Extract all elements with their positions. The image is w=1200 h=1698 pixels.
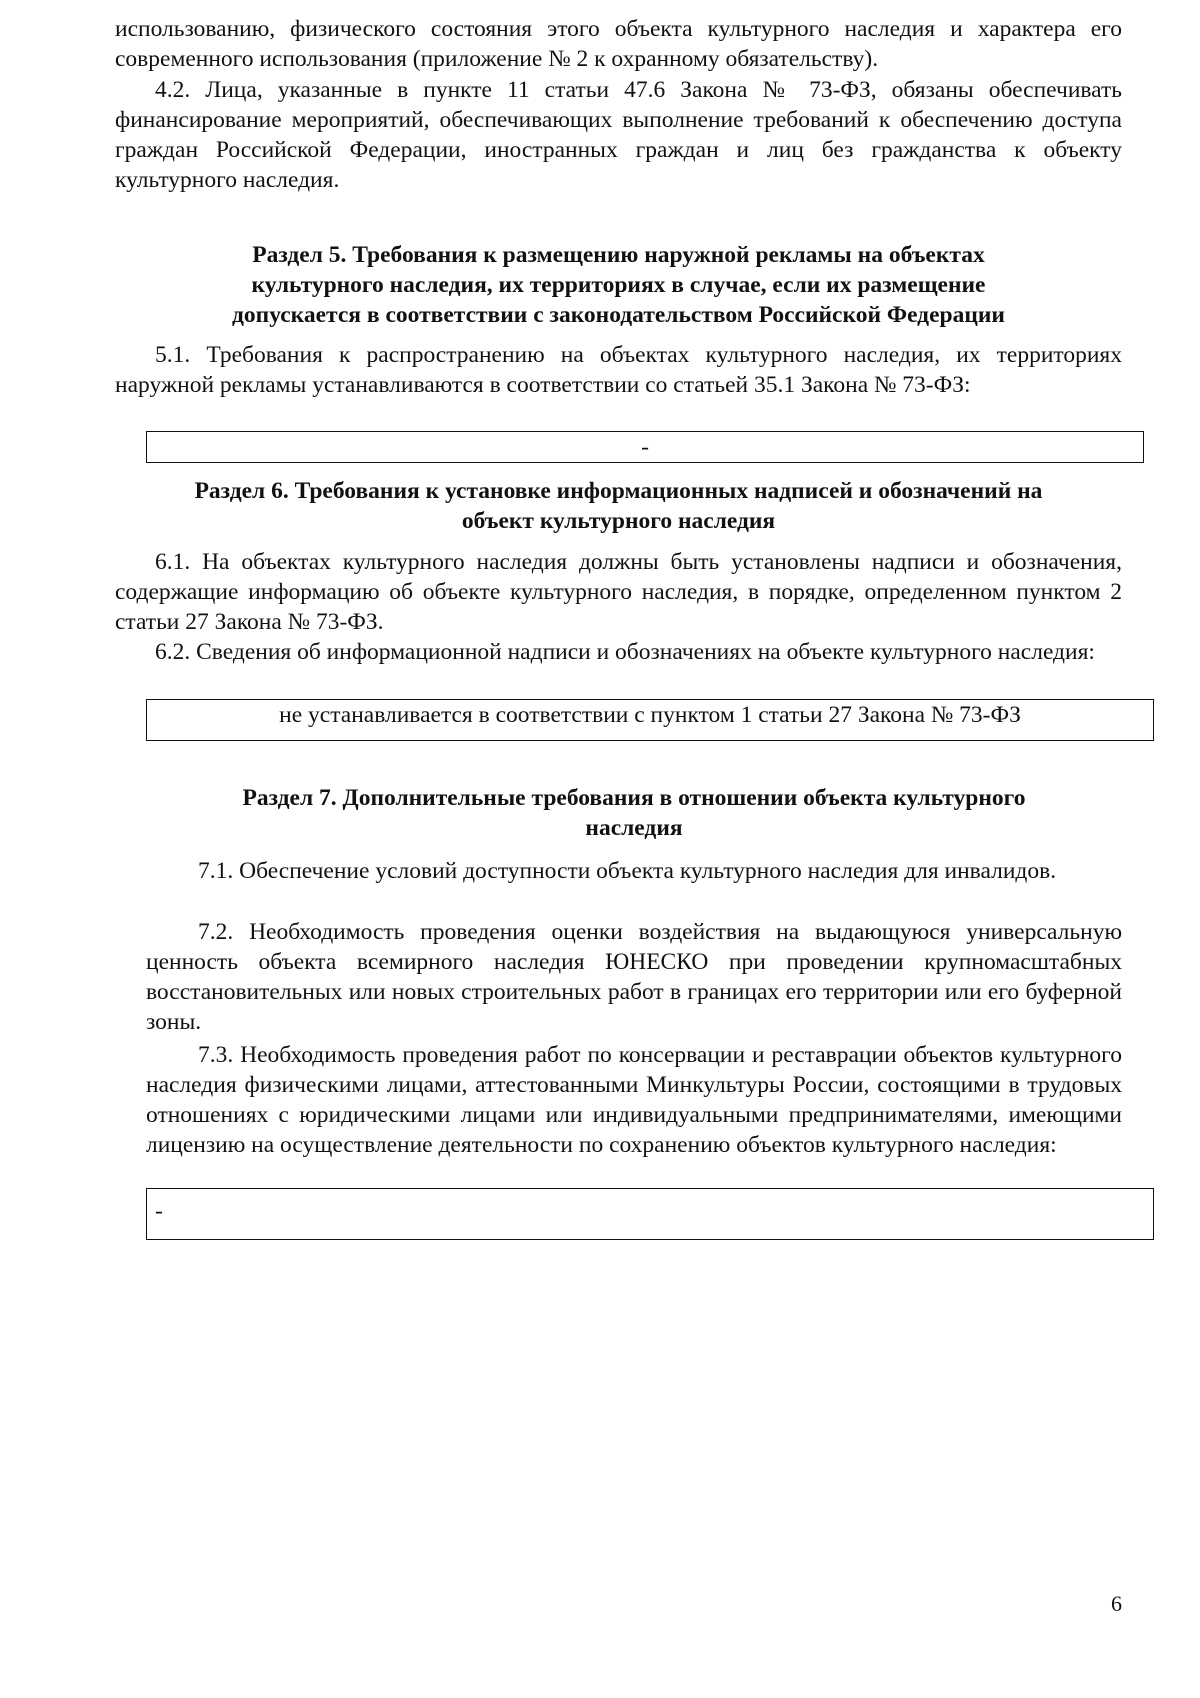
section-5-heading-line-1: Раздел 5. Требования к размещению наружной рекламы на объектах (252, 242, 985, 268)
section-6-heading-line-1: Раздел 6. Требования к установке информационных надписей и обозначений на (194, 478, 1043, 504)
paragraph-7-1: 7.1. Обеспечение условий доступности объекта культурного наследия для инвалидов. (198, 858, 1057, 884)
paragraph-6-1: 6.1. На объектах культурного наследия должны быть установлены надписи и обозначения, содержащие информацию об объекте культурного наследия, в порядке, определенном пунктом 2 статьи 27 Закона № 73-ФЗ. (115, 549, 1122, 635)
section-5-heading-line-2: культурного наследия, их территориях в случае, если их размещение (251, 272, 986, 298)
section-7-heading-line-2: наследия (585, 815, 683, 841)
section-6-heading-line-2: объект культурного наследия (461, 508, 776, 534)
paragraph-4-2: 4.2. Лица, указанные в пункте 11 статьи 47.6 Закона № 73-ФЗ, обязаны обеспечивать финансирование мероприятий, обеспечивающих выполнение требований к обеспечению доступа граждан Российской Федерации, иностранных граждан и лиц без гражданства к объекту культурного наследия. (115, 77, 1122, 193)
paragraph-7-3: 7.3. Необходимость проведения работ по консервации и реставрации объектов культурного наследия физическими лицами, аттестованными Минкультуры России, состоящими в трудовых отношениях с юридическими лицами или индивидуальными предпринимателями, имеющими лицензию на осуществление деятельности по сохранению объектов культурного наследия: (146, 1042, 1122, 1158)
section-7-heading-line-1: Раздел 7. Дополнительные требования в отношении объекта культурного (242, 785, 1026, 811)
paragraph-5-1: 5.1. Требования к распространению на объектах культурного наследия, их территориях наружной рекламы устанавливаются в соответствии со статьей 35.1 Закона № 73-ФЗ: (115, 342, 1122, 398)
paragraph-6-2: 6.2. Сведения об информационной надписи и обозначениях на объекте культурного наследия: (155, 639, 1095, 665)
paragraph-7-2: 7.2. Необходимость проведения оценки воздействия на выдающуюся универсальную ценность объекта всемирного наследия ЮНЕСКО при проведении крупномасштабных восстановительных или новых строительных работ в границах его территории или его буферной зоны. (146, 919, 1122, 1035)
section-6-value: не устанавливается в соответствии с пунктом 1 статьи 27 Закона № 73-ФЗ (279, 702, 1021, 728)
paragraph-4-1-continuation: использованию, физического состояния этого объекта культурного наследия и характера его современного использования (приложение № 2 к охранному обязательству). (115, 16, 1122, 72)
section-5-value-box (146, 431, 1144, 463)
section-5-value: - (641, 434, 649, 460)
section-7-heading (146, 783, 1122, 843)
section-6-value-box (146, 699, 1154, 741)
section-5-heading (115, 240, 1122, 330)
section-5-heading-line-3: допускается в соответствии с законодательством Российской Федерации (232, 302, 1005, 328)
section-7-value: - (155, 1198, 163, 1224)
section-7-value-box (146, 1188, 1154, 1240)
page-number: 6 (1111, 1591, 1122, 1616)
section-6-heading (115, 476, 1122, 536)
